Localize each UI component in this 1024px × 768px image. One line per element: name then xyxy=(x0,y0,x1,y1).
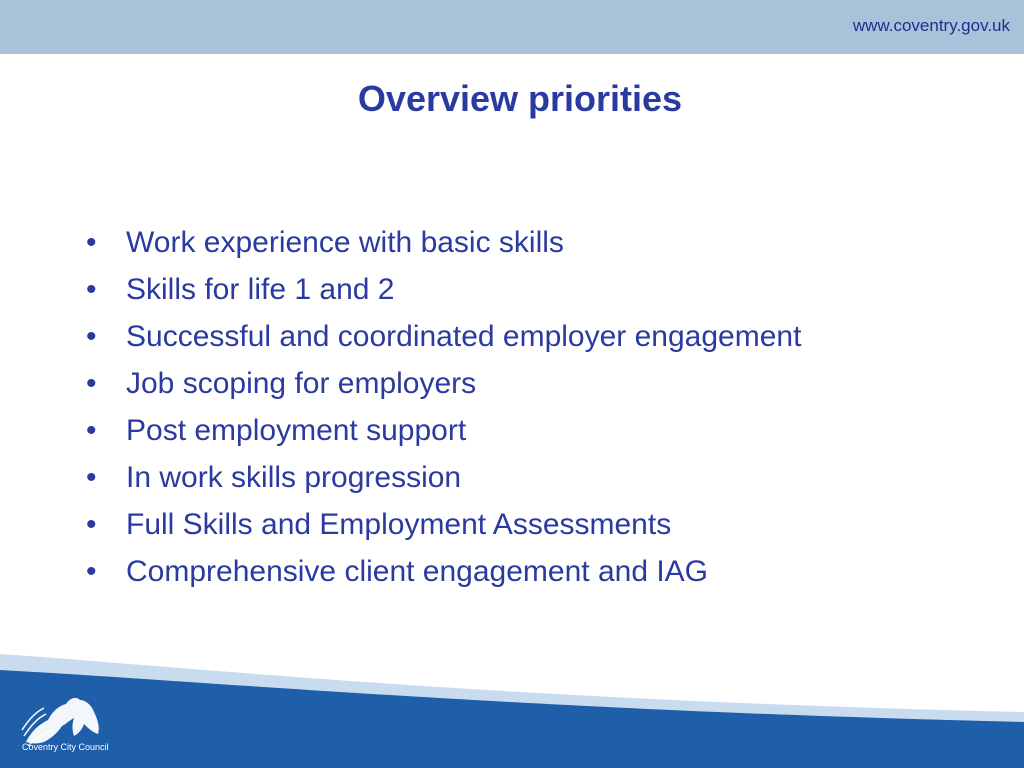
bullet-symbol: • xyxy=(86,226,97,259)
bullet-symbol: • xyxy=(86,273,97,306)
bullet-symbol: • xyxy=(86,414,97,447)
bullet-text: Skills for life 1 and 2 xyxy=(126,273,395,306)
slide-title: Overview priorities xyxy=(357,78,683,119)
bullet-symbol: • xyxy=(86,461,97,494)
footer-wave-dark xyxy=(0,670,1024,768)
footer-wave xyxy=(0,640,1024,768)
bullet-text: In work skills progression xyxy=(126,461,462,494)
bullet-item xyxy=(86,412,846,450)
bullet-item xyxy=(86,459,846,497)
bullet-symbol: • xyxy=(86,508,97,541)
bullet-item xyxy=(86,553,846,591)
bullet-text: Full Skills and Employment Assessments xyxy=(126,508,672,541)
council-logo-text: Coventry City Council xyxy=(22,742,109,752)
bullet-item xyxy=(86,506,846,544)
header-band xyxy=(0,0,1024,54)
bullet-text: Work experience with basic skills xyxy=(126,226,564,259)
bullet-text: Comprehensive client engagement and IAG xyxy=(126,555,709,588)
bullet-text: Job scoping for employers xyxy=(126,367,477,400)
bullet-item xyxy=(86,318,846,356)
bullet-item xyxy=(86,224,846,262)
bullet-item xyxy=(86,271,846,309)
bullet-text: Post employment support xyxy=(126,414,467,447)
bullet-item xyxy=(86,365,846,403)
bullet-symbol: • xyxy=(86,320,97,353)
website-url: www.coventry.gov.uk xyxy=(852,16,1010,35)
bullet-symbol: • xyxy=(86,555,97,588)
bullet-list xyxy=(86,224,846,600)
bullet-text: Successful and coordinated employer engagement xyxy=(126,320,802,353)
bullet-symbol: • xyxy=(86,367,97,400)
